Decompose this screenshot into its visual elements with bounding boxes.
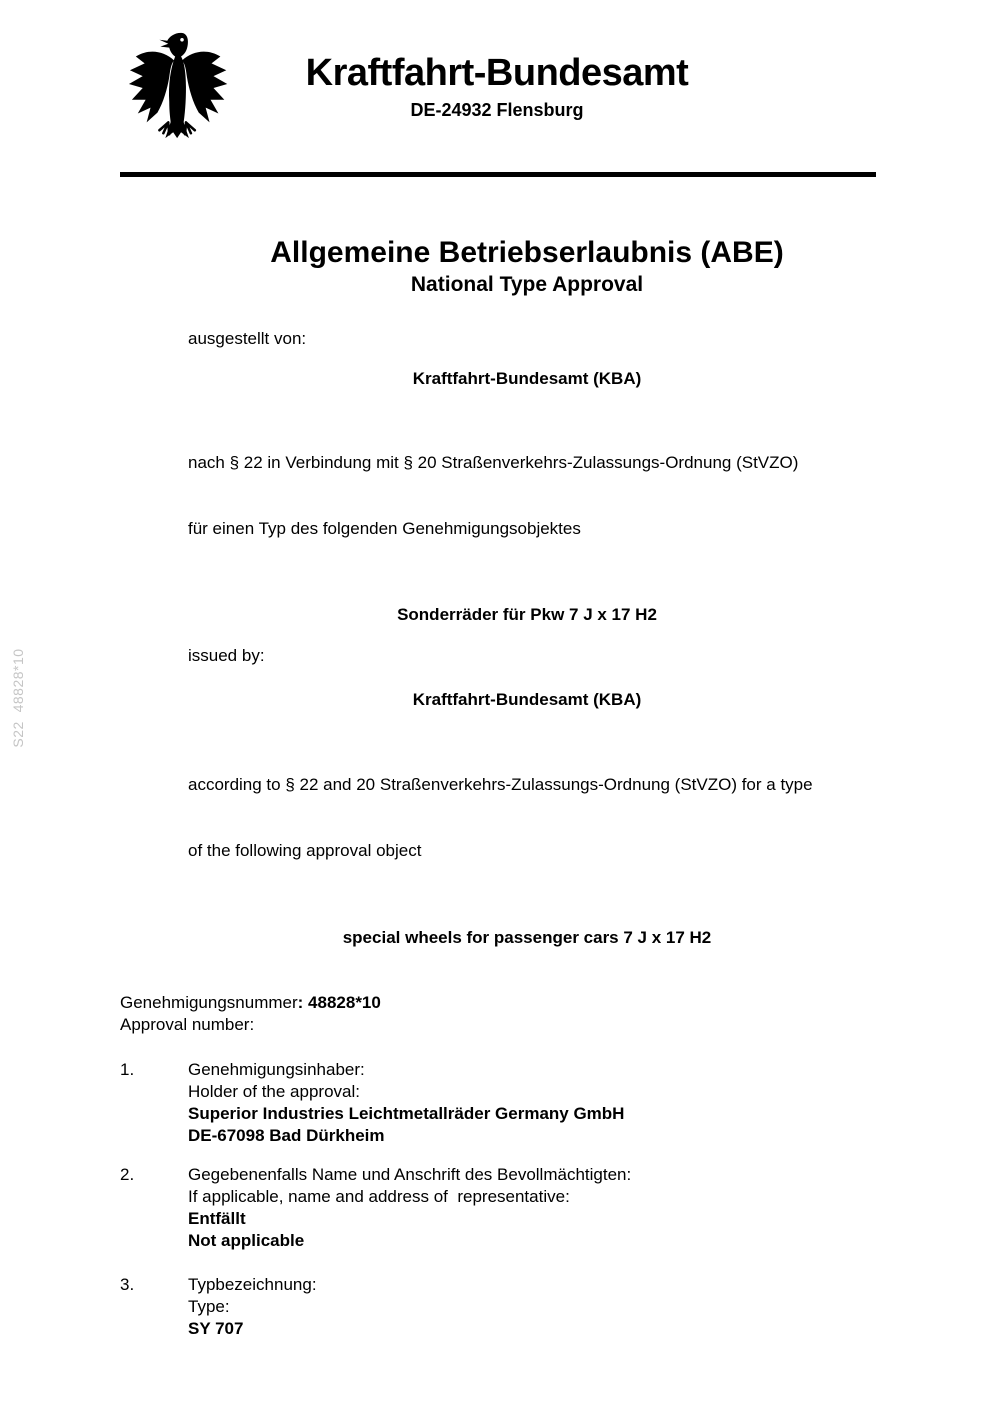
authority-name-de: Kraftfahrt-Bundesamt (KBA) [412,369,642,388]
list-item-3 [120,1274,876,1340]
legal-basis-en-line1: according to § 22 and 20 Straßenverkehrs-Zulassungs-Ordnung (StVZO) for a type [188,775,813,794]
item-number: 2. [120,1165,135,1184]
legal-basis-en-line2: of the following approval object [188,841,422,860]
approval-number-block [120,992,876,1036]
item-content [188,1059,876,1147]
approval-object-de: Sonderräder für Pkw 7 J x 17 H2 [397,605,657,624]
issued-by-label-en: issued by: [188,646,265,665]
item-content [188,1274,876,1340]
item-value-line: Entfällt [188,1209,246,1228]
item-number: 3. [120,1275,135,1294]
approval-object-en: special wheels for passenger cars 7 J x 17 H2 [342,928,712,947]
list-item-2 [120,1164,876,1252]
legal-basis-de-line1: nach § 22 in Verbindung mit § 20 Straßenverkehrs-Zulassungs-Ordnung (StVZO) [188,453,799,472]
authority-name-en: Kraftfahrt-Bundesamt (KBA) [412,690,642,709]
legal-basis-de-line2: für einen Typ des folgenden Genehmigungsobjektes [188,519,581,538]
header-divider-rule [120,172,876,177]
agency-location: DE-24932 Flensburg [410,99,584,120]
item-label-de: Typbezeichnung: [188,1275,317,1294]
approval-number-line-de [120,992,876,1014]
issued-by-label-de: ausgestellt von: [188,329,307,348]
item-label-de: Genehmigungsinhaber: [188,1060,365,1079]
agency-title: Kraftfahrt-Bundesamt [305,52,689,94]
item-label-de: Gegebenenfalls Name und Anschrift des Bevollmächtigten: [188,1165,632,1184]
item-number: 1. [120,1060,135,1079]
item-label-en: Type: [188,1297,230,1316]
item-value-line: Not applicable [188,1231,305,1250]
item-value-line: DE-67098 Bad Dürkheim [188,1126,385,1145]
sidebar-reference-label: S22 48828*10 [10,648,26,748]
document-body [120,232,876,1340]
document-subtitle: National Type Approval [410,273,644,296]
list-item-1 [120,1059,876,1147]
legal-basis-en [188,730,866,906]
item-content [188,1164,876,1252]
item-label-en: Holder of the approval: [188,1082,360,1101]
legal-basis-de [188,408,866,584]
item-value-line: Superior Industries Leichtmetallräder Germany GmbH [188,1104,625,1123]
document-title: Allgemeine Betriebserlaubnis (ABE) [270,236,784,269]
approval-number-value: : 48828*10 [297,993,381,1012]
item-value-line: SY 707 [188,1319,244,1338]
federal-eagle-icon [125,28,243,146]
approval-number-label-de: Genehmigungsnummer [120,993,298,1012]
item-label-en: If applicable, name and address of representative: [188,1187,570,1206]
approval-number-label-en: Approval number: [120,1015,255,1034]
header-title-block [287,52,707,121]
